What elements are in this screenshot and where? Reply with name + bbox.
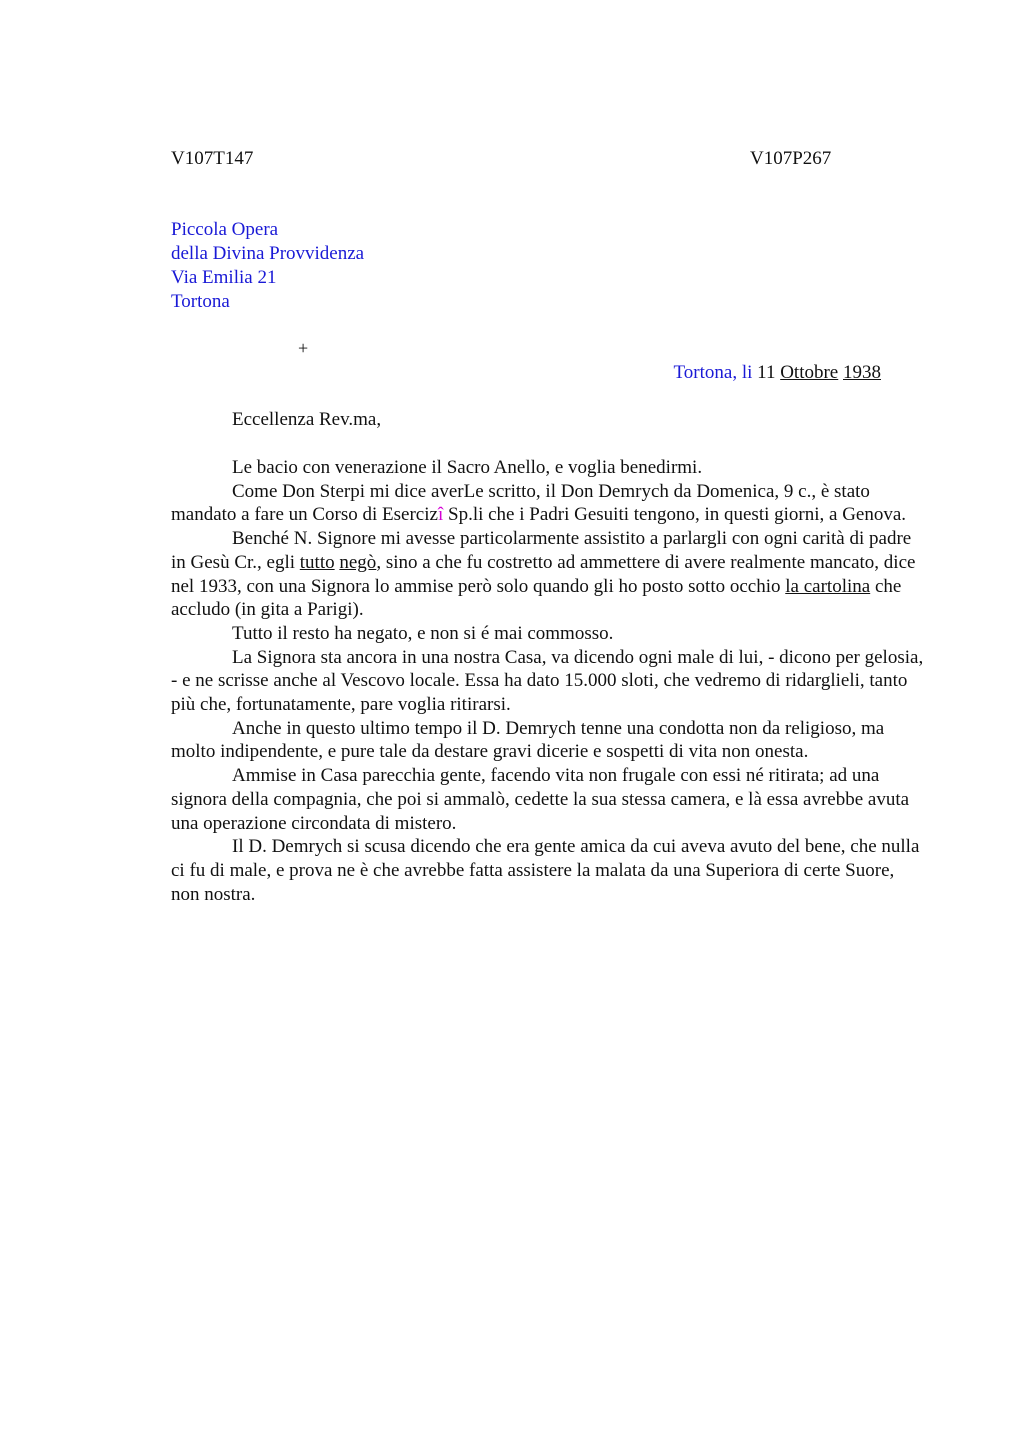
- letterhead-line-city: Tortona: [171, 291, 230, 312]
- paragraph-3: [171, 527, 927, 622]
- accented-letter: î: [437, 504, 444, 526]
- date-month: Ottobre: [780, 362, 839, 383]
- paragraph-3-text-d: che accludo (in gita a Parigi).: [171, 575, 902, 621]
- letterhead: [171, 218, 364, 314]
- paragraph-4: Tutto il resto ha negato, e non si é mai commosso.: [232, 622, 614, 644]
- paragraph-6: Anche in questo ultimo tempo il D. Demrych tenne una condotta non da religioso, ma molto indipendente, e pure tale da destare gravi dicerie e sospetti di vita non onesta.: [171, 717, 885, 763]
- date-year: 1938: [843, 362, 881, 383]
- underlined-word-nego: negò: [339, 551, 377, 573]
- cross-mark: +: [298, 338, 309, 358]
- paragraph-5: La Signora sta ancora in una nostra Casa, va dicendo ogni male di lui, - dicono per gelosia, - e ne scrisse anche al Vescovo locale. Essa ha dato 15.000 sloti, che vedremo di ridarglieli, tanto più che, fortunatamente, pare voglia ritirarsi.: [171, 646, 924, 716]
- reference-code-right: V107P267: [750, 148, 832, 169]
- paragraph-2-text-a: Come Don Sterpi mi dice averLe scritto, il Don Demrych da Domenica, 9 c., è stato mandato a fare un Corso di Esercizî: [171, 480, 870, 526]
- paragraph-7: Ammise in Casa parecchia gente, facendo vita non frugale con essi né ritirata; ad una signora della compagnia, che poi si ammalò, cedette la sua stessa camera, e là essa avrebbe avuta una operazione circondata di mistero.: [171, 765, 910, 834]
- paragraph-8: Il D. Demrych si scusa dicendo che era gente amica da cui aveva avuto del bene, che nulla ci fu di male, e prova ne è che avrebbe fatta assistere la malata da una Superiora di certe Suore, non nostra.: [171, 836, 920, 905]
- date-day: 11: [757, 362, 776, 383]
- paragraph-2-text-b: Sp.li che i Padri Gesuiti tengono, in questi giorni, a Genova.: [443, 504, 907, 526]
- paragraph-3-text-c: , sino a che fu costretto ad ammettere di avere realmente mancato, dice nel 1933, con una Signora lo ammise però solo quando gli ho posto sotto occhio: [171, 551, 916, 597]
- letter-body: [171, 456, 927, 906]
- reference-code-left: V107T147: [171, 148, 254, 169]
- letterhead-line-organization: Piccola Opera: [171, 219, 279, 240]
- underlined-word-tutto: tutto: [299, 551, 335, 573]
- letterhead-line-street: Via Emilia 21: [171, 267, 277, 288]
- letterhead-line-organization-cont: della Divina Provvidenza: [171, 243, 365, 264]
- date-place: Tortona, li: [673, 362, 753, 383]
- salutation: Eccellenza Rev.ma,: [232, 409, 382, 430]
- date-line: [674, 361, 881, 384]
- underlined-phrase-cartolina: la cartolina: [785, 575, 871, 597]
- paragraph-1: Le bacio con venerazione il Sacro Anello, e voglia benedirmi.: [232, 457, 703, 478]
- paragraph-3-text-a: Benché N. Signore mi avesse particolarmente assistito a parlargli con ogni carità di padre in Gesù Cr., egli: [171, 528, 912, 573]
- paragraph-2: [171, 480, 927, 527]
